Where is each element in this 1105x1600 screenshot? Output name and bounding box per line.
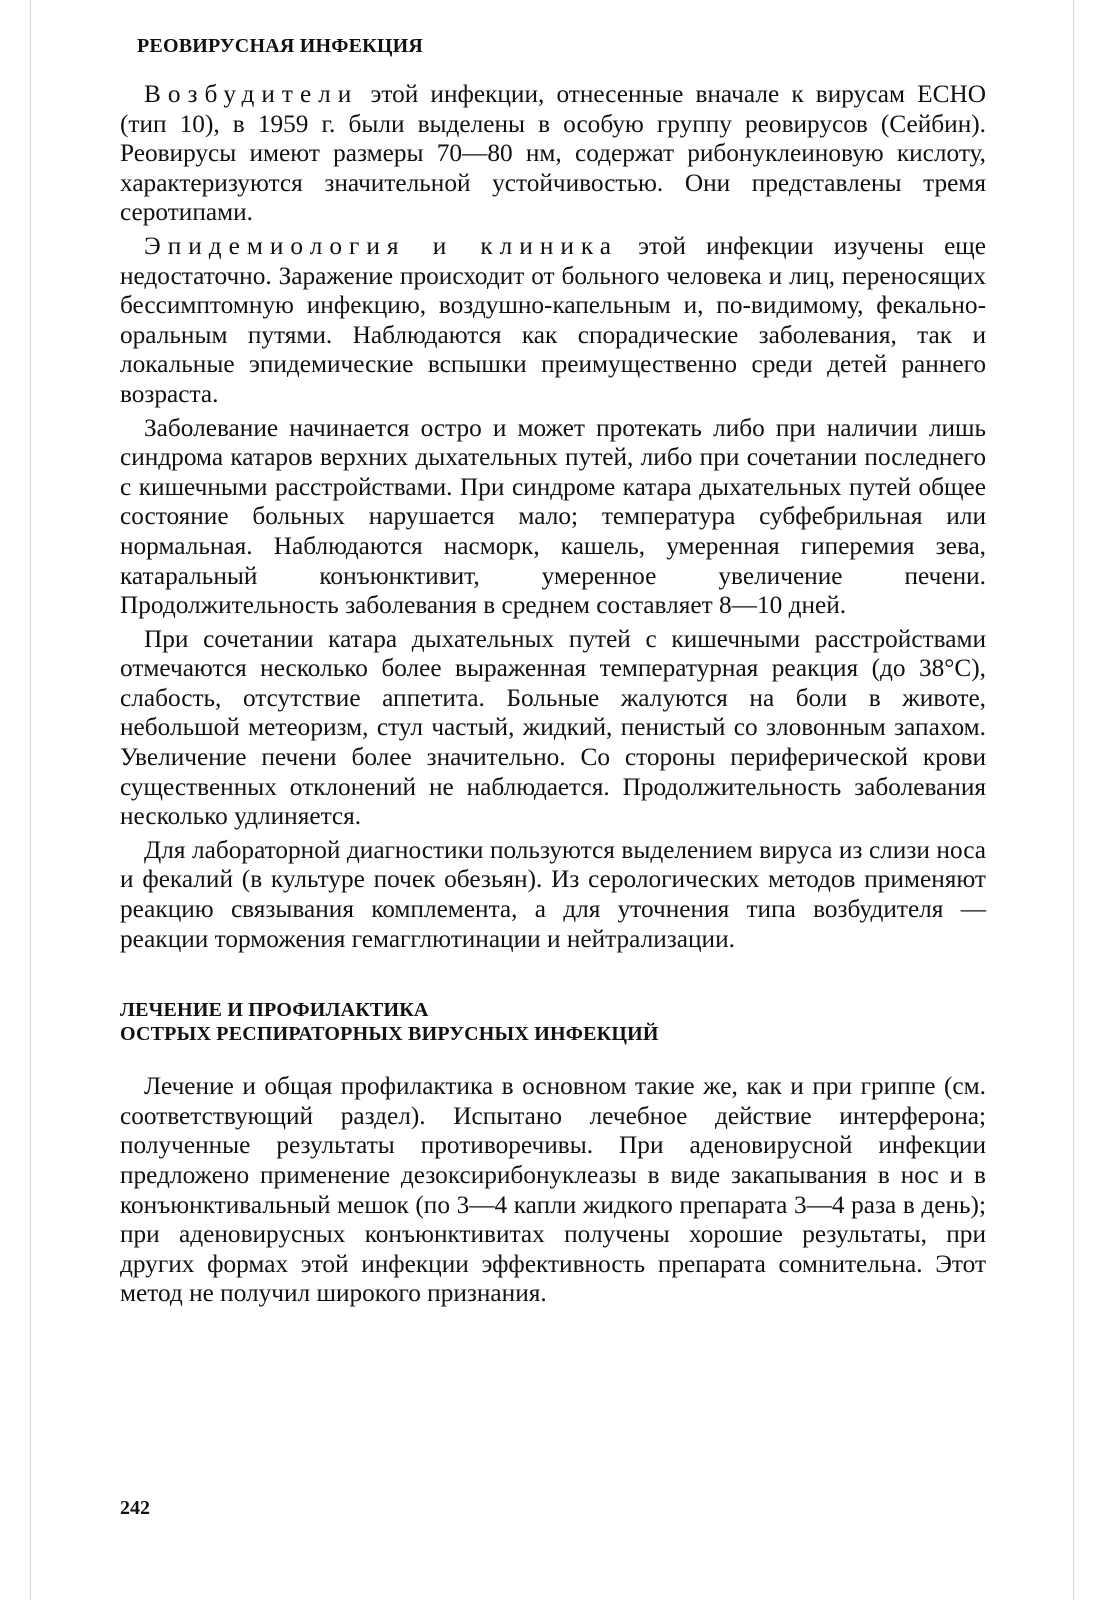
paragraph-epidemiology-text: этой инфекции изучены еще недостаточно. Заражение происходит от больного человека и лиц, переносящих бессимптомную инфекцию, воздушно-капельным и, по-видимому, фекально-оральным путями. Наблюдаются как спорадические заболевания, так и локальные эпидемические вспышки преимущественно среди детей раннего возраста. [120,231,986,408]
paragraph-epidemiology [120,232,986,410]
paragraph-treatment: Лечение и общая профилактика в основном такие же, как и при гриппе (см. соответствующий раздел). Испытано лечебное действие интерферона; полученные результаты противоречивы. При аденовирусной инфекции предложено применение дезоксирибонуклеазы в виде закапывания в нос и в конъюнктивальный мешок (по 3—4 капли жидкого препарата 3—4 раза в день); при аденовирусных конъюнктивитах получены хорошие результаты, при других формах этой инфекции эффективность препарата сомнительна. Этот метод не получил широкого признания. [120,1072,986,1308]
section-title-treatment-line1: ЛЕЧЕНИЕ И ПРОФИЛАКТИКА [120,999,429,1022]
page-edge-left [30,0,31,1600]
spaced-lead-epidemiology: Эпидемиология и клиника [144,231,619,260]
section-title-reovirus: РЕОВИРУСНАЯ ИНФЕКЦИЯ [137,35,423,57]
paragraph-onset: Заболевание начинается остро и может протекать либо при наличии лишь синдрома катаров верхних дыхательных путей, либо при сочетании последнего с кишечными расстройствами. При синдроме катара дыхательных путей общее состояние больных нарушается мало; температура субфебрильная или нормальная. Наблюдаются насморк, кашель, умеренная гиперемия зева, катаральный конъюнктивит, умеренное увеличение печени. Продолжительность заболевания в среднем составляет 8—10 дней. [120,413,986,620]
paragraph-pathogen-text: этой инфекции, отнесенные вначале к вирусам ЕСНО (тип 10), в 1959 г. были выделены в особую группу реовирусов (Сейбин). Реовирусы имеют размеры 70—80 нм, содержат рибонуклеиновую кислоту, характеризуются значительной устойчивостью. Они представлены тремя серотипами. [120,80,986,227]
paragraph-pathogen [120,80,986,228]
paragraph-diagnostics: Для лабораторной диагностики пользуются выделением вируса из слизи носа и фекалий (в культуре почек обезьян). Из серологических методов применяют реакцию связывания комплемента, а для уточнения типа возбудителя — реакции торможения гемагглютинации и нейтрализации. [120,835,986,953]
section-gap [120,958,986,998]
page-edge-right [1073,0,1074,1600]
page-content [120,34,986,1313]
spaced-lead-pathogen: Возбудители [144,80,359,108]
section-title-treatment-line2: ОСТРЫХ РЕСПИРАТОРНЫХ ВИРУСНЫХ ИНФЕКЦИЙ [120,1023,659,1046]
paragraph-intestinal: При сочетании катара дыхательных путей с кишечными расстройствами отмечаются несколько более выраженная температурная реакция (до 38°С), слабость, отсутствие аппетита. Больные жалуются на боли в животе, небольшой метеоризм, стул частый, жидкий, пенистый со зловонным запахом. Увеличение печени более значительно. Со стороны периферической крови существенных отклонений не наблюдается. Продолжительность заболевания несколько удлиняется. [120,624,986,831]
page-number: 242 [120,1497,150,1519]
